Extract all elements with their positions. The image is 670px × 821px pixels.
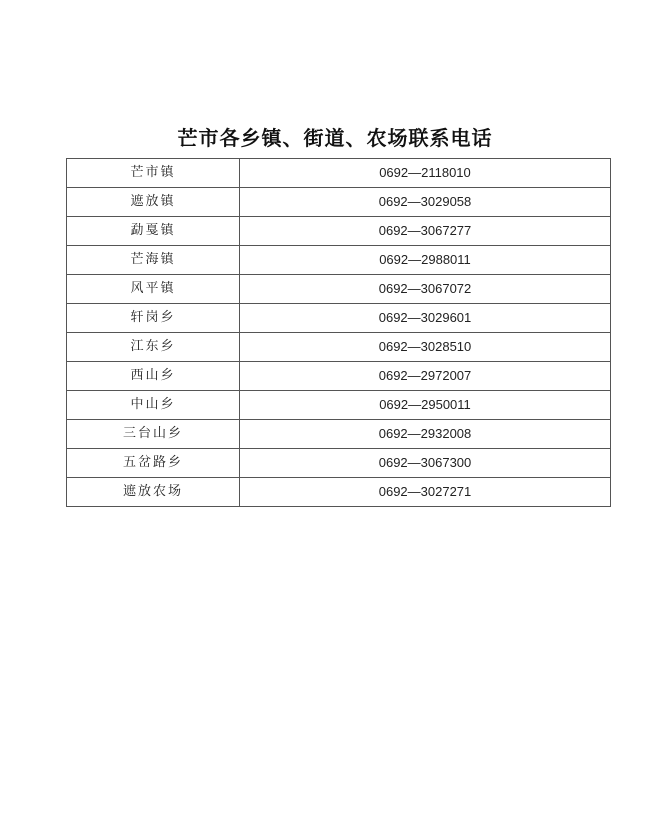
contacts-table [66, 158, 611, 507]
table-row [67, 391, 611, 420]
phone-number: 0692—3029058 [240, 188, 611, 217]
town-name: 中山乡 [67, 391, 240, 420]
phone-number: 0692—2932008 [240, 420, 611, 449]
table-row [67, 478, 611, 507]
town-name: 遮放镇 [67, 188, 240, 217]
town-name: 遮放农场 [67, 478, 240, 507]
table-row [67, 275, 611, 304]
town-name: 西山乡 [67, 362, 240, 391]
table-row [67, 333, 611, 362]
town-name: 勐戛镇 [67, 217, 240, 246]
town-name: 五岔路乡 [67, 449, 240, 478]
phone-number: 0692—3067072 [240, 275, 611, 304]
table-row [67, 420, 611, 449]
table-row [67, 304, 611, 333]
table-row [67, 449, 611, 478]
table-row [67, 159, 611, 188]
town-name: 轩岗乡 [67, 304, 240, 333]
town-name: 芒海镇 [67, 246, 240, 275]
phone-number: 0692—3028510 [240, 333, 611, 362]
phone-number: 0692—2988011 [240, 246, 611, 275]
phone-number: 0692—3067300 [240, 449, 611, 478]
town-name: 三台山乡 [67, 420, 240, 449]
phone-number: 0692—2118010 [240, 159, 611, 188]
phone-number: 0692—2950011 [240, 391, 611, 420]
phone-number: 0692—3067277 [240, 217, 611, 246]
table-row [67, 246, 611, 275]
town-name: 芒市镇 [67, 159, 240, 188]
phone-number: 0692—2972007 [240, 362, 611, 391]
page-title: 芒市各乡镇、街道、农场联系电话 [177, 126, 493, 150]
table-row [67, 362, 611, 391]
table-row [67, 188, 611, 217]
town-name: 江东乡 [67, 333, 240, 362]
phone-number: 0692—3029601 [240, 304, 611, 333]
table-row [67, 217, 611, 246]
phone-number: 0692—3027271 [240, 478, 611, 507]
town-name: 风平镇 [67, 275, 240, 304]
